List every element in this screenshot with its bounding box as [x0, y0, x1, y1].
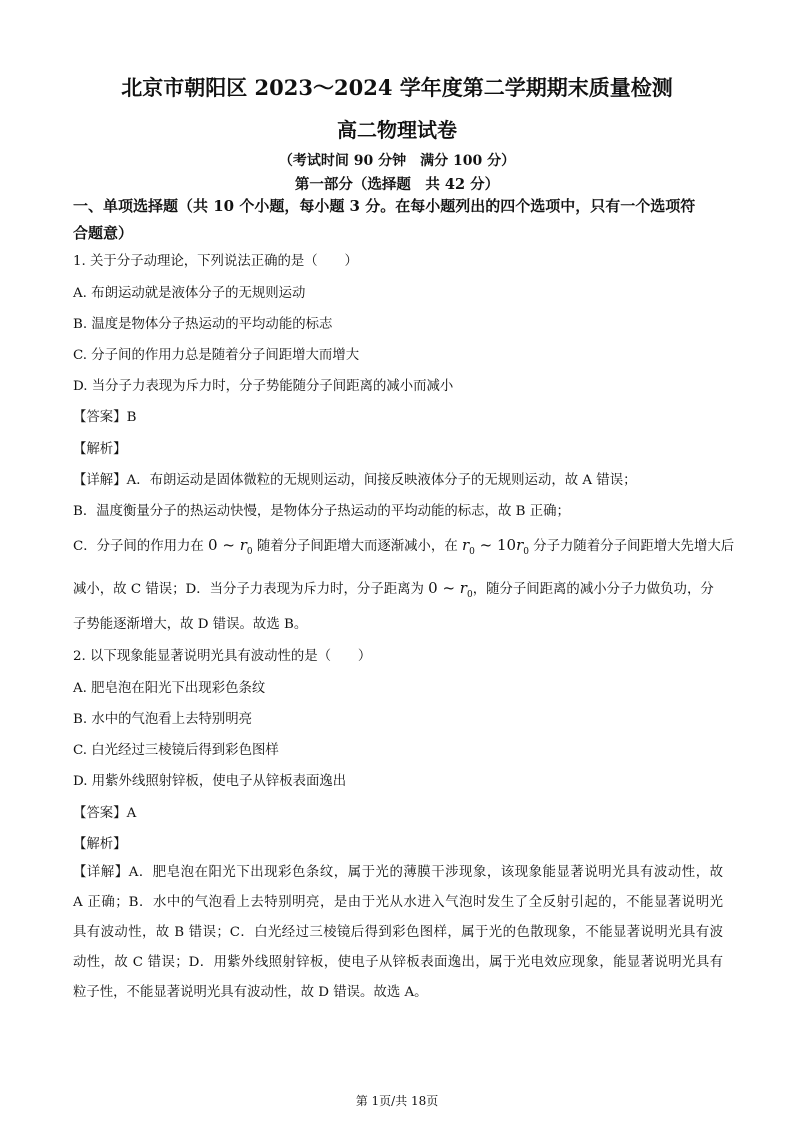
q1-detail-c-line2 — [73, 578, 714, 600]
exam-subtitle: 高二物理试卷 — [337, 118, 457, 142]
q1-detail-a — [73, 469, 636, 488]
q2-detail-line: 具有波动性，故 B 错误；C．白光经过三棱镜后得到彩色图样，属于光的色散现象，不能显著说明光具有波 — [73, 925, 723, 940]
q2-stem: 2. 以下现象能显著说明光具有波动性的是（ ） — [73, 649, 372, 664]
q1-option-c: C. 分子间的作用力总是随着分子间距增大而增大 — [73, 348, 360, 363]
q1-detail-c-line1 — [73, 535, 734, 557]
section-heading-line2: 合题意） — [73, 224, 134, 242]
q1-analysis-label: 【解析】 — [73, 442, 127, 457]
q2-answer-value: A — [126, 806, 137, 821]
q2-analysis-label: 【解析】 — [73, 837, 127, 852]
q1-answer-label: 【答案】 — [73, 410, 127, 425]
q1-detail-label: 【详解】 — [73, 473, 127, 488]
math-range-0-r0-second: 0 ~ $r_0$ — [428, 579, 473, 600]
q1-detail-c1-post: 分子力随着分子间距增大先增大后 — [533, 539, 735, 554]
q2-answer-label: 【答案】 — [73, 806, 127, 821]
page-number: 第 1页/共 18页 — [355, 1094, 439, 1108]
q1-detail-b: B．温度衡量分子的热运动快慢，是物体分子热运动的平均动能的标志，故 B 正确； — [73, 504, 570, 519]
q2-detail-line: A 正确；B．水中的气泡看上去特别明亮，是由于光从水进入气泡时发生了全反射引起的，不能显著说明光 — [73, 895, 723, 910]
q1-answer-value: B — [126, 410, 137, 425]
q2-detail-label: 【详解】 — [73, 865, 129, 880]
q1-option-d: D. 当分子力表现为斥力时，分子势能随分子间距离的减小而减小 — [73, 379, 454, 394]
q2-answer — [73, 802, 136, 821]
math-range-0-r0: 0 ~ $r_0$ — [208, 536, 253, 557]
math-range-r0-10r0: $r_0$ ~ $10r_0$ — [461, 536, 529, 557]
q1-answer — [73, 406, 136, 425]
q2-option-a: A. 肥皂泡在阳光下出现彩色条纹 — [73, 681, 266, 696]
exam-info: （考试时间 90 分钟 满分 100 分） — [278, 153, 516, 169]
q1-detail-c1-pre: C．分子间的作用力在 — [73, 539, 204, 554]
q1-option-a: A. 布朗运动就是液体分子的无规则运动 — [73, 286, 306, 301]
q1-option-b: B. 温度是物体分子热运动的平均动能的标志 — [73, 317, 333, 332]
q2-detail-line: 粒子性，不能显著说明光具有波动性，故 D 错误。故选 A。 — [73, 985, 428, 1000]
q2-detail-line: 动性，故 C 错误；D．用紫外线照射锌板，使电子从锌板表面逸出，属于光电效应现象，能显著说明光具有 — [73, 955, 723, 970]
q1-detail-c2-pre: 减小，故 C 错误；D．当分子力表现为斥力时，分子距离为 — [73, 582, 424, 597]
q1-detail-c-line3: 子势能逐渐增大，故 D 错误。故选 B。 — [73, 617, 308, 632]
section-heading — [73, 193, 733, 247]
q1-detail-c2-post: ，随分子间距离的减小分子力做负功，分 — [472, 582, 714, 597]
q2-option-d: D. 用紫外线照射锌板，使电子从锌板表面逸出 — [73, 774, 347, 789]
q2-option-c: C. 白光经过三棱镜后得到彩色图样 — [73, 743, 279, 758]
exam-title: 北京市朝阳区 2023～2024 学年度第二学期期末质量检测 — [121, 75, 673, 100]
q1-detail-a-text: A．布朗运动是固体微粒的无规则运动，间接反映液体分子的无规则运动，故 A 错误； — [126, 473, 637, 488]
q2-detail-line: 【详解】A．肥皂泡在阳光下出现彩色条纹，属于光的薄膜干涉现象，该现象能显著说明光具有波动性，故 — [73, 865, 724, 880]
q1-detail-c1-mid: 随着分子间距增大而逐渐减小，在 — [256, 539, 458, 554]
q2-option-b: B. 水中的气泡看上去特别明亮 — [73, 712, 253, 727]
q1-stem: 1. 关于分子动理论，下列说法正确的是（ ） — [73, 254, 358, 269]
section-heading-line1: 一、单项选择题（共 10 个小题，每小题 3 分。在每小题列出的四个选项中，只有一个选项符 — [73, 197, 696, 215]
part-heading: 第一部分（选择题 共 42 分） — [294, 176, 500, 193]
q2-detail-paragraph — [73, 858, 723, 1008]
